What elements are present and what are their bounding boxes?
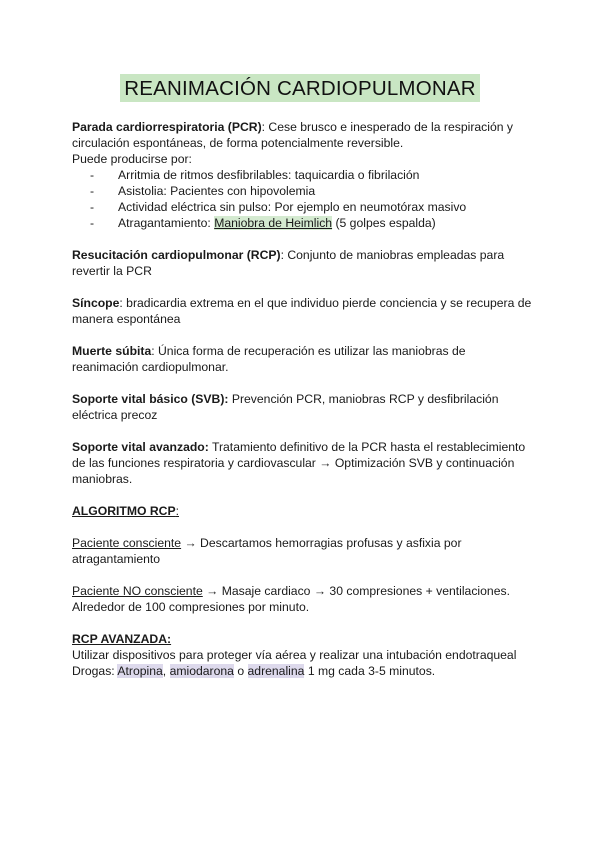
conscious-label: Paciente consciente: [72, 536, 182, 550]
rcp-definition: [72, 247, 532, 279]
svb-definition-text: Prevención PCR, maniobras RCP y desfibrilación eléctrica precoz: [72, 392, 499, 422]
drug-atropina: Atropina: [117, 664, 163, 678]
list-item: - Asistolia: Pacientes con hipovolemia: [90, 183, 532, 199]
muerte-definition: [72, 343, 532, 375]
muerte-term: Muerte súbita: [72, 344, 152, 358]
avanzada-heading: [72, 631, 532, 647]
pcr-term: Parada cardiorrespiratoria (PCR): [72, 120, 262, 134]
list-item: [90, 215, 532, 231]
unconscious-text: → Masaje cardiaco → 30 compresiones + ventilaciones. Alrededor de 100 compresiones por minuto.: [72, 584, 510, 614]
algoritmo-colon: :: [175, 504, 179, 518]
sva-definition-text: Tratamiento definitivo de la PCR hasta el restablecimiento de las funciones respiratoria y cardiovascular → Optimización SVB y continuación maniobras.: [72, 440, 526, 486]
rcp-definition-text: : Conjunto de maniobras empleadas para revertir la PCR: [72, 248, 505, 278]
document-body: [72, 119, 532, 679]
algoritmo-heading-text: ALGORITMO RCP: [72, 504, 176, 518]
list-item: - Arritmia de ritmos desfibrilables: taquicardia o fibrilación: [90, 167, 532, 183]
conscious-text: → Descartamos hemorragias profusas y asfixia por atragantamiento: [72, 536, 462, 566]
sva-term: Soporte vital avanzado:: [72, 440, 209, 454]
sincope-term: Síncope: [72, 296, 120, 310]
choking-suffix: (5 golpes espalda): [332, 216, 436, 230]
drug-separator: ,: [162, 664, 170, 678]
unconscious-label: Paciente NO consciente: [72, 584, 203, 598]
muerte-definition-text: : Única forma de recuperación es utilizar las maniobras de reanimación cardiopulmonar.: [72, 344, 466, 374]
choking-prefix: Atragantamiento:: [118, 216, 215, 230]
sincope-definition: [72, 295, 532, 327]
sincope-definition-text: : bradicardia extrema en el que individuo pierde conciencia y se recupera de manera espontánea: [72, 296, 532, 326]
conscious-paragraph: [72, 535, 532, 567]
pcr-definition: [72, 119, 532, 151]
drugs-prefix: Drogas:: [72, 664, 118, 678]
page-title-wrapper: [0, 74, 600, 102]
list-item: - Actividad eléctrica sin pulso: Por ejemplo en neumotórax masivo: [90, 199, 532, 215]
drug-amiodarona: amiodarona: [169, 664, 234, 678]
pcr-causes-list: [72, 167, 532, 231]
drugs-suffix: 1 mg cada 3-5 minutos.: [304, 664, 436, 678]
pcr-definition-text: : Cese brusco e inesperado de la respiración y circulación espontáneas, de forma potencialmente reversible.: [72, 120, 513, 150]
page-title: REANIMACIÓN CARDIOPULMONAR: [120, 74, 479, 102]
svb-definition: [72, 391, 532, 423]
svb-term: Soporte vital básico (SVB):: [72, 392, 229, 406]
pcr-intro: Puede producirse por:: [72, 152, 192, 166]
unconscious-paragraph: [72, 583, 532, 615]
drug-separator: o: [233, 664, 248, 678]
avanzada-line1: Utilizar dispositivos para proteger vía aérea y realizar una intubación endotraqueal: [72, 648, 517, 662]
heimlich-link[interactable]: Maniobra de Heimlich: [214, 216, 333, 230]
drug-adrenalina: adrenalina: [247, 664, 305, 678]
drugs-line: [72, 663, 532, 679]
algoritmo-heading: [72, 503, 532, 519]
avanzada-heading-text: RCP AVANZADA:: [72, 632, 172, 646]
sva-definition: [72, 439, 532, 487]
rcp-term: Resucitación cardiopulmonar (RCP): [72, 248, 281, 262]
